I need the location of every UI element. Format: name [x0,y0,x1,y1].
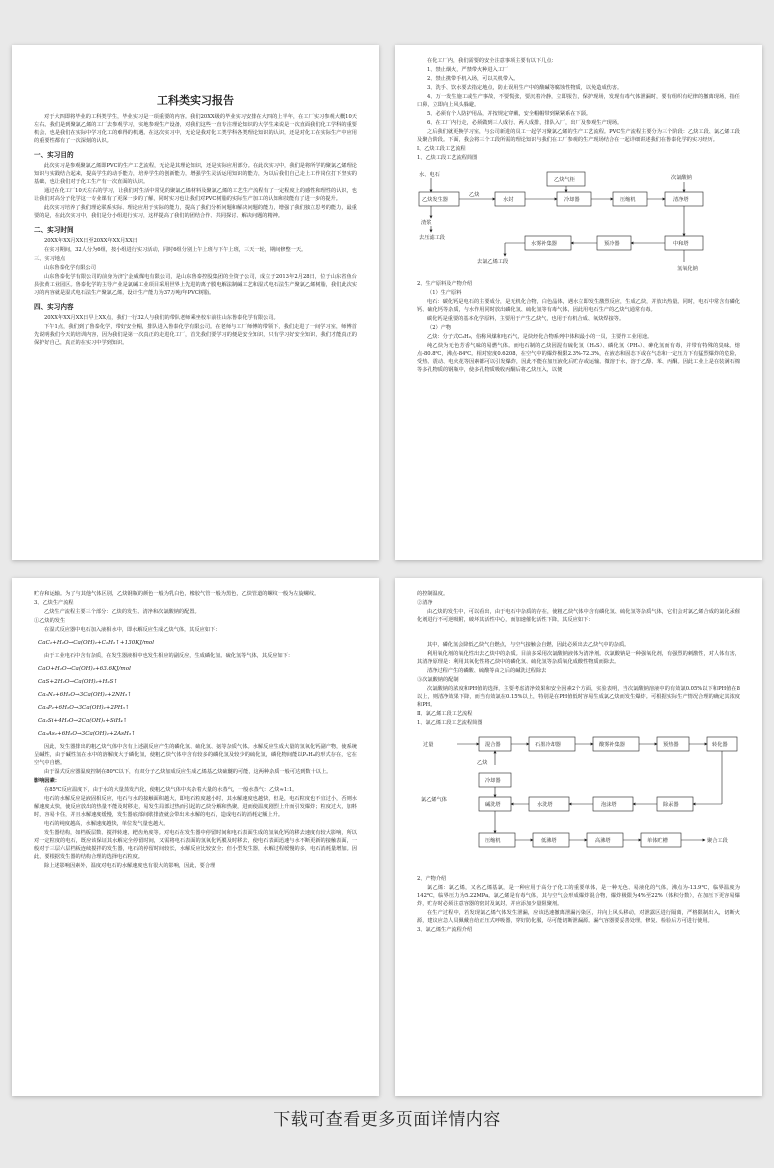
flow-node: 乙炔发生器 [422,197,448,203]
equation: Ca₃As₂+6H₂O→3Ca(OH)₂+2AsH₃↑ [38,731,136,737]
subsection-heading: 1、氯乙烯工段工艺流程简图 [417,720,483,726]
subsection-heading: 2、生产原料及产物介绍 [417,281,473,287]
flow-node: 乙炔气柜 [554,177,575,183]
paragraph: 乙炔生产流程主要三个部分：乙炔的发生、清净和次氯酸钠的配置。 [44,609,200,615]
paragraph: 20XX年XX月XX日早上XX点，我们一行32人与我们的带队老师乘坐校车前往山东鲁泰化学有限公司。 [44,315,279,321]
subsection-heading: ②清净 [417,600,433,606]
paragraph: 下午1点，我们到了鲁泰化学，带好安全帽，排队进入鲁泰化学有限公司。在老师与工厂师傅的带领下，我们走进了一间学习室，师傅首先说明我们今天的培训内容，因为我们是第一次真正的走进化工厂，首先我们要学习的便是安全知识，只有学习好安全知识，我们才能真正的保护好自己，真正的在实习中学到知识。 [34,324,357,346]
paragraph: 发生器结构，如档板层数、搅拌转速、耙齿角度等。对电石在发生器中停留时间和电石表面生成的氢氧化钙的移去速度有较大影响，所以对一定粒度的电石，既应该保证其水解完全停留时间，又需将电石表面的氢氧化钙膜及时移去，使电石表面迅速与水不断更新的接触表面，一般对于三层六层档板连续搅拌的发生器，电石的停留时间较长，水解反应比较安全；但小型发生器，水解过程缓慢的多，电石消耗量增加。因此，要根据发生器的结构合理的选择电石粒度。 [34,830,357,860]
equation: Ca₃N₂+6H₂O→3Ca(OH)₂+2NH₃↑ [38,692,132,698]
flow-node: 预热器 [663,742,679,748]
paragraph: 山东鲁泰化学有限公司 [44,265,96,271]
paragraph: 在85℃反应温度下，由于水的大量蒸发汽化，使粗乙炔气体中夹杂着大量的水蒸气，一般水蒸气：乙炔≈1:1。 [44,787,298,793]
paragraph: 由于工业电石中含有杂质，在发生器液相中也发生相应的副反应，生成磷化氢、硫化氢等气体，其反应如下： [44,653,294,659]
paragraph: 因此，发生器排出的粗乙炔气体中含有上述副反应产生的磷化氢、硫化氢、氨等杂质气体。水解反应生成大量的氢氧化钙副产物，使系统呈碱性，由于碱性氢在水中的溶解度大于磷化氢，使粗乙炔气体中含有较多的磷化氢及较少的硫化氢，磷化物间能以P₂H₄的形式存在，它在空气中自燃。 [34,744,357,766]
flow-node: 冷却器 [485,778,501,784]
paragraph: 20XX年XX月XX日至20XX年XX月XX日 [44,238,138,244]
document-page-2 [395,45,762,560]
paragraph: 此次实习是参观聚氯乙烯即PVC的生产工艺流程，无论是其理论知识，还是实际应用部分。在此次实习中，我们是将所学的聚氯乙烯理论知识与实践结合起来，提高学生的动手能力，培养学生的创新能力，增强学生灵活运用知识的能力，为以后我们自己走上工作岗位打下坚实的基础，也让我们对于化工生产有一次直面的认识。 [34,163,357,185]
flow-node: 转化器 [712,742,728,748]
flow-node: 单体贮槽 [647,838,668,844]
flow-node: 水洗塔 [537,802,553,808]
paragraph: 此次实习培养了我们理论联系实际、理论应用于实际的能力，提高了我们分析问题和解决问题的能力，增强了我们独立思考的能力，最重要的是，在此次实习中，我们是分小组进行实习，这样提高了我们的团结合作、共同探讨、解决问题的精神。 [34,205,357,219]
list-item: 2、禁止携带手机入场，可以关机带入。 [427,76,519,82]
flow-node: 水雾补集器 [531,241,557,247]
paragraph: 对于大四即将毕业的工科类学生，毕业实习是一项重要的内容。我们20XX级的毕业实习安排在大四的上半年，在工厂实习参观大概10天左右。我们是到聚氯乙烯的工厂去参观学习，实地参观生产设备，对我们这些一直专注理论知识的大学生来说是一次直面我们化工学科的重要机会，也是我们在实际中学习化工的难得的机遇。在这次实习中，无论是我对化工类学科各类理论知识的认识，还是对化工在实际生产中应用的重要性都有了一次深刻的认识。 [34,114,357,144]
paragraph: 在湿式反应器中电石加入液相水中，即水解反应生成乙炔气体，其反应如下： [44,627,221,633]
equation: CaO+H₂O→Ca(OH)₂+63.6KJ/mol [38,666,131,672]
flow-label: 氢氧化钠 [677,266,698,272]
list-item: 4、万一发生施工或生产事故，不要慌张，要沉着冷静，立即报告，保护现场，发现有毒气体泄漏时，要有组织有纪律的撤离现场，指任口鼻，立即向上风头躲避。 [417,94,740,108]
subsection-heading: ①乙炔的发生 [34,618,66,624]
flow-node: 冷却器 [564,197,580,203]
flow-label: 过量 [423,742,434,748]
download-more-link[interactable]: 下载可查看更多页面详情内容 [273,1110,501,1130]
flow-node: 中和塔 [673,241,689,247]
paragraph: 三、实习地点 [34,256,66,262]
flow-label: 去压滤工段 [419,235,445,241]
equation: Ca₂Si+4H₂O→2Ca(OH)₂+SiH₄↑ [38,718,128,724]
section-heading: 二、实习时间 [34,226,74,234]
paragraph: 乙炔：分子式C₂H₂，俗称风煤和电石气，是炔烃化合物系列中体积最小的一员，主要作工业用途。 [427,334,653,340]
flow-label: 乙炔 [477,760,488,766]
flow-label: 水、电石 [419,172,440,178]
paragraph: （1）生产原料 [427,290,462,296]
paragraph: 在化工厂内，我们需要的安全注意事项主要有以下几点： [427,58,557,64]
equation-image-placeholder [417,625,740,641]
flow-node: 泡沫塔 [601,802,617,808]
page-title: 工科类实习报告 [157,94,234,107]
flow-label: 氯乙烯气体 [421,797,447,803]
document-page-4 [395,578,762,1096]
subsection-heading: 1、乙炔工段工艺流程简图 [417,155,478,161]
flow-node: 水封 [503,197,514,203]
flow-label: 去氯乙烯工段 [477,259,509,265]
flow-node: 压缩机 [485,838,501,844]
paragraph: （2）产物 [427,325,452,331]
paragraph: 之后我们就更换学习室，与公司新进的员工一起学习聚氯乙烯的生产工艺流程。PVC生产流程主要分为三个阶段：乙炔工段、氯乙烯工段及聚合阶段。下面，我会将三个工段所需的理论知识与我们在工厂参观的生产现场结合在一起详细讲述我们在鲁泰化学的实习经历。 [417,129,740,143]
subsection-heading: Ⅱ、氯乙烯工段工艺流程 [417,711,473,717]
equation: CaC₂+H₂O→Ca(OH)₂+C₂H₂↑+130KJ/mol [38,640,155,646]
paragraph: 贮存和运输。为了与其他气体区别，乙炔钢瓶的颜色一般为乳白色，橡胶气管一般为黑色，乙炔管道的螺纹一般为左旋螺纹。 [34,591,320,597]
paragraph: 的控制温度。 [417,591,449,597]
paragraph: 电石：碳化钙是电石的主要成分，是无机化合物，白色晶体，遇水立即发生激烈反应，生成乙炔，并放出热量。同时，电石中常含有磷化钙、硫化钙等杂质，与水作用同时放出磷化氢、硫化氢等有毒气体，因此用电石生产的乙炔气通常有毒。 [417,299,740,313]
subsection-heading: 3、氯乙烯生产流程介绍 [417,927,473,933]
paragraph: 电石的纯度越高，水解速度越快，单位发气量也越大。 [44,821,169,827]
flow-label: 渣浆 [421,220,432,226]
flow-label: 聚合工段 [707,838,728,844]
paragraph: 其中，磷化氢会降低乙炔气自燃点，与空气接触会自燃，因此必须出去乙炔气中的杂质。 [427,642,630,648]
equation: Ca₃P₂+6H₂O→3Ca(OH)₂+2PH₃↑ [38,705,130,711]
flow-node: 混合器 [485,742,501,748]
paragraph: 除上述影响因素外，温度对电石的水解速度也有很大的影响，因此，要合理 [44,863,216,869]
flow-node: 碱洗塔 [485,802,501,808]
flow-label: 乙炔 [469,192,480,198]
paragraph: 由于湿式反应器温度控制在80℃以下，有双分子乙炔加成反应生成乙烯基乙炔硫醚的可能，这两种杂质一般可达到数十以上。 [44,769,332,775]
list-item: 5、必须有个人防护用品，并按规定穿戴，安全帽帽带到紧紧系在下颌。 [427,111,592,117]
list-item: 1、禁止烟火，严禁带火种进入工厂 [427,67,509,73]
list-item: 3、洗手、饮水要去指定地点，防止误用生产中的酸碱等腐蚀性物质，以免造成伤害。 [427,85,623,91]
section-heading: 四、实习内容 [34,303,74,311]
paragraph: 清净过程产生的磷酸、硫酸等由之后的碱洗过程除去 [427,668,547,674]
paragraph: 纯乙炔为无色芳香气味的易燃气体。而电石制的乙炔因混有硫化氢（H₂S）、磷化氢（PH₃）、砷化氢而有毒，并带有特殊的臭味。熔点-80.8℃，沸点-84℃。相对密度0.6208，在空气中的爆炸极限2.3%-72.3%，在液态和固态下或在气态和一定压力下有猛烈爆炸的危险，受热、震动、电火花等因素都可以引发爆炸，因此不能在加压液化后贮存或运输。微溶于水，溶于乙醇、苯、丙酮。因此工业上是在装满石棉等多孔物质的钢瓶中，使多孔物质吸收丙酮后将乙炔压入，以便 [417,343,740,373]
flow-node: 预冷器 [604,241,620,247]
vcm-flow-diagram [417,731,740,871]
flow-node: 除汞器 [663,802,679,808]
paragraph: 电石的水解反应是液固相反应，电石与水的接触面积越大，即电石粒度越小时，其水解速度也越快，但是，电石粒度也不宜过小，否则水解速度太快，使反应放出的热量不能及时移走，易发生局部过热而引起的乙炔分解和热聚，进而使温度剧烈上升而引发爆炸；粒度过大，加料时，容易卡住，并且水解速度缓慢，发生器底部间歇排渣就会带出未水解的电石，造成电石的消耗定额上升。 [34,796,357,818]
paragraph: 在生产过程中，若发现氯乙烯气体发生泄漏，应该迅速撤离泄漏污染区，并向上风头移动，对泄露区进行隔离，严格限制出入，切断火源，建议应急人员佩戴自给正压式呼吸器，穿好防化服，尽可能切断泄漏源。漏气容器要妥善处理，修复、检验后方可进行使用。 [417,910,740,924]
flow-node: 清净塔 [673,197,689,203]
subsection-heading: Ⅰ、乙炔工段工艺流程 [417,146,466,152]
paragraph: 在实习期间，32人分为6组，按小组进行实习活动，同时6组分别上午上班与下午上班，三天一轮，期间修整一天。 [44,247,307,253]
document-page-1 [12,45,379,560]
section-heading: 一、实习目的 [34,151,74,159]
document-page-3 [12,578,379,1096]
flow-node: 石墨冷却器 [535,742,561,748]
paragraph: 山东鲁泰化学有限公司的前身为济宁金威煤电有限公司，是山东鲁泰控股集团的全资子公司，成立于2013年2月28日，位于山东省鱼台县张黄工业园区。鲁泰化学的主导产业是氯碱工业项目采用世界上先进的离子膜电解法制碱工艺和湿式电石法生产聚氯乙烯树脂，我们此次实习的内容就是湿式电石法生产聚氯乙烯，设计生产能力为37万吨/年PVC树脂。 [34,274,357,296]
flow-node: 压缩机 [620,197,636,203]
acetylene-flow-diagram [417,166,740,276]
paragraph: 次氯酸钠的浓度和PH值的选择，主要考虑清净效果和安全因素2个方面，实验表明，当次氯酸钠溶液中的有效氯0.05%以下和PH值在8以上，则清净效果下降，而当有效氯在0.15%以上，特别是在PH值低时容易生成氯乙炔而发生爆炸。可根据实际生产情况合理的确定其浓度和PH。 [417,686,740,708]
paragraph: 利用氧化剂的氧化性出去乙炔中的杂质。目前多采用次氯酸钠液体为清净剂。次氯酸钠是一种强氧化剂，有强烈的刺激性，对人体有害，其清净原理是：利用其氧化性将乙炔中的磷化氢、硫化氢等杂质氧化成酸性物质而除去。 [417,651,740,665]
paragraph: 氯乙烯：氯乙烯，又名乙烯基氯，是一种应用于高分子化工的重要单体，是一种无色、易液化的气体，沸点为-13.9℃，临界温度为142℃，临界压力为5.22MPa。氯乙烯是有毒气体，其与空气会形成爆炸混合物，爆炸极限为4%至22%（体积分数），在加压下更容易爆炸，贮存时必须注意容器的密封及氮封，并应添加少量阻聚剂。 [417,885,740,907]
flow-label: 次氯酸钠 [671,175,692,181]
flow-node: 高沸塔 [595,838,611,844]
subsection-heading: ③次氯酸钠的配制 [417,677,459,683]
subsection-heading: 影响因素： [34,778,60,784]
paragraph: 通过在化工厂10天左右的学习，让我们对生活中常见的聚氯乙烯材料及聚氯乙烯的工艺生产流程有了一定程度上的感性和理性的认识，也让我们对高分子化学这一专业课有了更深一步的了解，同时实习也让我们对PVC树脂的实际生产加工的认知和技能有了进一步的提升。 [34,188,357,202]
list-item: 6、在工厂内行走，必须做到三人成行、两人成排，排队入厂，出厂及参观生产现场。 [427,120,623,126]
paragraph: 碳化钙是重要的基本化学原料，主要用于产生乙炔气，也用于有机合成、氧炔焊接等。 [427,316,625,322]
flow-node: 低沸塔 [541,838,557,844]
subsection-heading: 2、产物介绍 [417,876,447,882]
equation: CaS+2H₂O→Ca(OH)₂+H₂S↑ [38,679,119,685]
flow-node: 酸雾补集器 [599,742,625,748]
subsection-heading: 3、乙炔生产流程 [34,600,74,606]
paragraph: 由乙炔的发生中，可以看出，由于电石中杂质的存在，使粗乙炔气体中含有磷化氢、硫化氢等杂质气体，它们会对氯乙烯合成的氯化汞催化剂进行不可逆吸附，破坏其活性中心，而加速催化活性下降，其反应如下： [417,609,740,623]
